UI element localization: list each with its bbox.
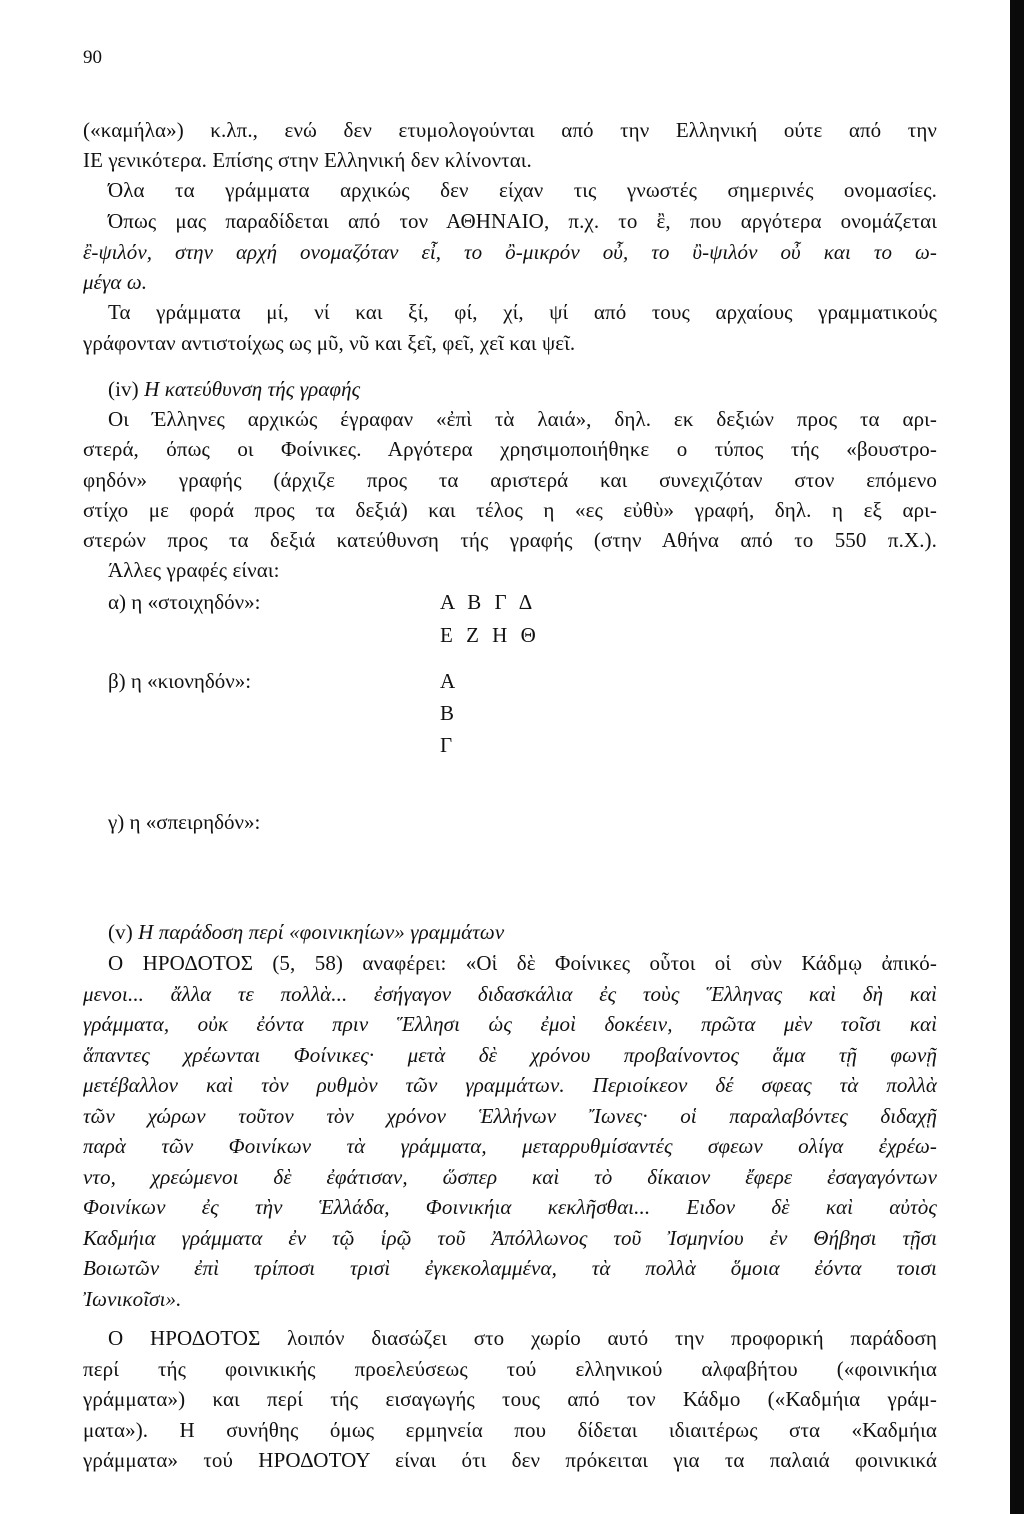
kionedon-letter: Β	[440, 701, 459, 725]
text-line: Όπως μας παραδίδεται από τον ΑΘΗΝΑΙΟ, π.χ. το ἒ, που αργότερα ονομάζεται	[108, 209, 937, 233]
kionedon-letter: Α	[440, 669, 460, 693]
quote-line: γράμματα, οὐκ ἐόντα πριν Ἕλλησι ὡς ἐμοὶ δοκέειν, πρῶτα μὲν τοῖσι καὶ	[83, 1012, 937, 1036]
text-line: γράφονταν αντιστοίχως ως μῦ, νῦ και ξεῖ, φεῖ, χεῖ και ψεῖ.	[83, 331, 576, 355]
text-line: στίχο με φορά προς τα δεξιά) και τέλος η «ες εὐθὺ» γραφή, δηλ. η εξ αρι-	[83, 498, 937, 522]
quote-line: ἅπαντες χρέωνται Φοίνικες· μετὰ δὲ χρόνου προβαίνοντος ἅμα τῇ φωνῇ	[83, 1043, 937, 1067]
section-heading-v	[83, 917, 937, 947]
scan-edge	[1010, 0, 1024, 1514]
text-line: γράμματα» τού ΗΡΟΔΟΤΟΥ είναι ότι δεν πρόκειται για τα παλαιά φοινικικά	[83, 1448, 937, 1472]
quote-line: Βοιωτῶν ἐπὶ τρίποσι τρισὶ ἐγκεκολαμμένα, τὰ πολλὰ ὅμοια ἐόντα τοισι	[83, 1256, 937, 1280]
quote-line: μετέβαλλον καὶ τὸν ρυθμὸν τῶν γραμμάτων. Περιοίκεον δέ σφεας τὰ πολλὰ	[83, 1073, 937, 1097]
page-number: 90	[83, 47, 102, 68]
quote-line: Φοινίκων ἐς τὴν Ἑλλάδα, Φοινικήια κεκλῆσθαι... Ειδον δὲ καὶ αὐτὸς	[83, 1195, 937, 1219]
quote-line: παρὰ τῶν Φοινίκων τὰ γράμματα, μεταρρυθμίσαντές σφεων ολίγα ἐχρέω-	[83, 1134, 937, 1158]
text-line: φηδόν» γραφής (άρχιζε προς τα αριστερά και συνεχιζόταν στον επόμενο	[83, 468, 937, 492]
text-line: ἒ-ψιλόν, στην αρχή ονομαζόταν εἶ, το ὂ-μικρόν οὖ, το ὒ-ψιλόν οὖ και το ω-	[83, 240, 937, 264]
heading-number: (v)	[108, 920, 133, 944]
kionedon-letter: Γ	[440, 733, 457, 757]
quote-line: Ο ΗΡΟΔΟΤΟΣ (5, 58) αναφέρει: «Οἱ δὲ Φοίνικες οὗτοι οἱ σὺν Κάδμῳ ἀπικό-	[108, 951, 937, 975]
text-line: Ο ΗΡΟΔΟΤΟΣ λοιπόν διασώζει στο χωρίο αυτό την προφορική παράδοση	[108, 1326, 937, 1350]
speiredon-label: γ) η «σπειρηδόν»:	[108, 810, 261, 834]
heading-number: (iv)	[108, 377, 139, 401]
heading-text: Η κατεύθυνση τής γραφής	[144, 377, 361, 401]
text-line: («καμήλα») κ.λπ., ενώ δεν ετυμολογούνται από την Ελληνική ούτε από την	[83, 118, 937, 142]
text-line: στερά, όπως οι Φοίνικες. Αργότερα χρησιμοποιήθηκε ο τύπος τής «βουστρο-	[83, 437, 937, 461]
quote-line: μενοι... ἄλλα τε πολλὰ... ἐσήγαγον διδασκάλια ἐς τοὺς Ἕλληνας καὶ δὴ καὶ	[83, 982, 937, 1006]
stoichedon-label: α) η «στοιχηδόν»:	[108, 590, 261, 614]
text-line: περί τής φοινικικής προελεύσεως τού ελληνικού αλφαβήτου («φοινικήια	[83, 1357, 937, 1381]
section-heading-iv	[83, 374, 937, 404]
text-line: ΙΕ γενικότερα. Επίσης στην Ελληνική δεν κλίνονται.	[83, 148, 532, 172]
stoichedon-row: Ε Ζ Η Θ	[440, 623, 540, 647]
text-line: Άλλες γραφές είναι:	[108, 558, 280, 582]
quote-line: τῶν χώρων τοῦτον τὸν χρόνον Ἑλλήνων Ἴωνες· οἱ παραλαβόντες διδαχῇ	[83, 1104, 937, 1128]
quote-line: Καδμήια γράμματα ἐν τῷ ἱρῷ τοῦ Ἀπόλλωνος τοῦ Ἰσμηνίου ἐν Θήβησι τῇσι	[83, 1226, 937, 1250]
quote-line: Ἰωνικοῖσι».	[83, 1287, 182, 1311]
quote-line: ντο, χρεώμενοι δὲ ἐφάτισαν, ὥσπερ καὶ τὸ δίκαιον ἔφερε ἐσαγαγόντων	[83, 1165, 937, 1189]
text-line: Οι Έλληνες αρχικώς έγραφαν «ἐπὶ τὰ λαιά», δηλ. εκ δεξιών προς τα αρι-	[108, 407, 937, 431]
text-line: Όλα τα γράμματα αρχικώς δεν είχαν τις γνωστές σημερινές ονομασίες.	[108, 178, 937, 202]
text-line: μέγα ω.	[83, 270, 148, 294]
heading-text: Η παράδοση περί «φοινικηίων» γραμμάτων	[138, 920, 505, 944]
stoichedon-row: Α Β Γ Δ	[440, 590, 537, 614]
text-line: Τα γράμματα μί, νί και ξί, φί, χί, ψί από τους αρχαίους γραμματικούς	[108, 300, 937, 324]
kionedon-label: β) η «κιονηδόν»:	[108, 669, 252, 693]
text-line: στερών προς τα δεξιά κατεύθυνση τής γραφής (στην Αθήνα από το 550 π.Χ.).	[83, 528, 937, 552]
text-line: ματα»). Η συνήθης όμως ερμηνεία που δίδεται ιδιαιτέρως στα «Καδμήια	[83, 1418, 937, 1442]
text-line: γράμματα») και περί τής εισαγωγής τους από τον Κάδμο («Καδμήια γράμ-	[83, 1387, 937, 1411]
